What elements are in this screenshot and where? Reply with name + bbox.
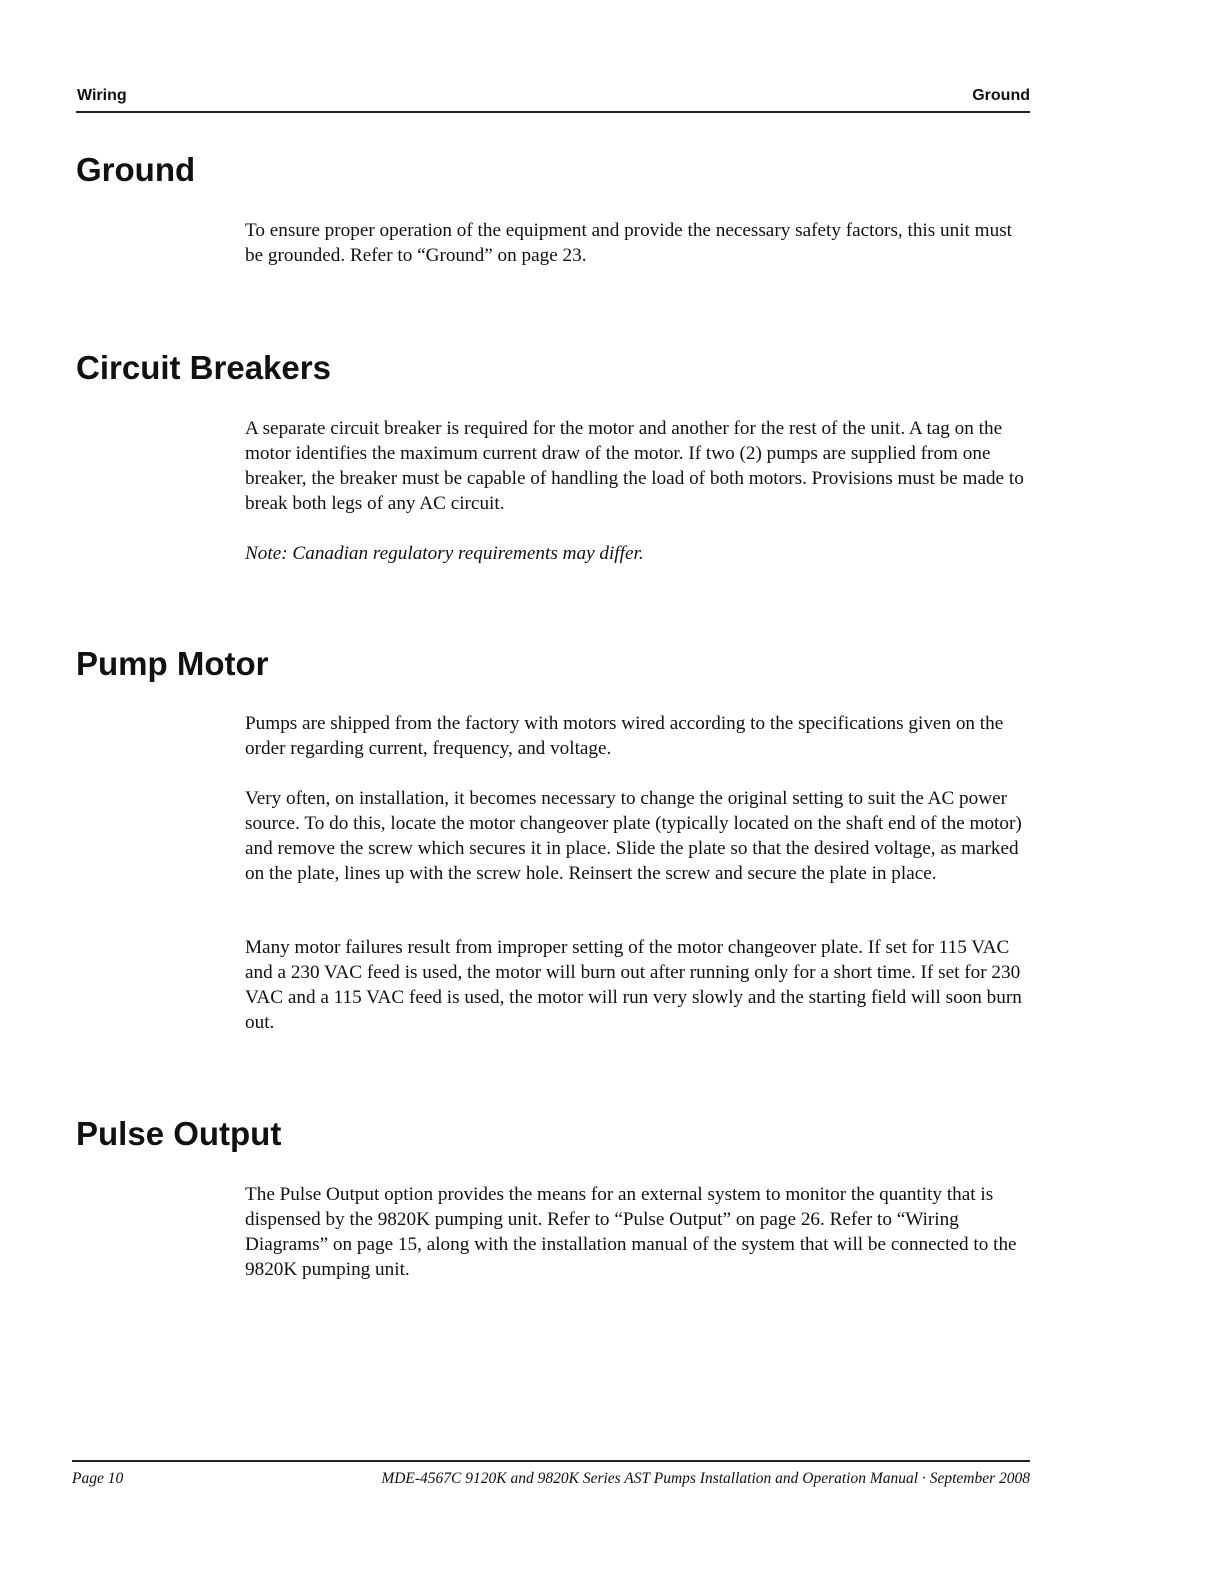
pump-motor-heading: Pump Motor (76, 645, 269, 682)
pulse-output-paragraph: The Pulse Output option provides the means for an external system to monitor the quantity that is dispensed by the 9820K pumping unit. Refer to “Pulse Output” on page 26. Refer to “Wiring Diagrams” on page 15, along with the installation manual of the system that will be connected to the 9820K pumping unit. (245, 1184, 1017, 1280)
running-footer (72, 1460, 1030, 1488)
ground-heading: Ground (76, 151, 196, 188)
pump-motor-paragraph-1: Pumps are shipped from the factory with motors wired according to the specifications given on the order regarding current, frequency, and voltage. (245, 713, 1004, 759)
page-number: Page 10 (72, 1470, 124, 1487)
pump-motor-paragraph-3: Many motor failures result from improper setting of the motor changeover plate. If set for 115 VAC and a 230 VAC feed is used, the motor will burn out after running only for a short time. If set for 230 VAC and a 115 VAC feed is used, the motor will run very slowly and the starting field will soon burn out. (245, 937, 1022, 1033)
pulse-output-heading: Pulse Output (76, 1115, 282, 1152)
pump-motor-paragraph-2: Very often, on installation, it becomes necessary to change the original setting to suit the AC power source. To do this, locate the motor changeover plate (typically located on the shaft end of the motor) and remove the screw which secures it in place. Slide the plate so that the desired voltage, as marked on the plate, lines up with the screw hole. Reinsert the screw and secure the plate in place. (245, 788, 1022, 884)
running-header (76, 87, 1030, 113)
header-chapter: Wiring (77, 87, 127, 104)
circuit-breakers-paragraph: A separate circuit breaker is required for the motor and another for the rest of the unit. A tag on the motor identifies the maximum current draw of the motor. If two (2) pumps are supplied from one breaker, the breaker must be capable of handling the load of both motors. Provisions must be made to break both legs of any AC circuit. (245, 418, 1024, 514)
ground-paragraph: To ensure proper operation of the equipment and provide the necessary safety factors, this unit must be grounded. Refer to “Ground” on page 23. (245, 220, 1012, 266)
circuit-breakers-note: Note: Canadian regulatory requirements may differ. (245, 543, 644, 564)
circuit-breakers-heading: Circuit Breakers (76, 349, 331, 386)
header-section: Ground (972, 87, 1030, 104)
document-title: MDE-4567C 9120K and 9820K Series AST Pumps Installation and Operation Manual · September 2008 (381, 1470, 1030, 1487)
